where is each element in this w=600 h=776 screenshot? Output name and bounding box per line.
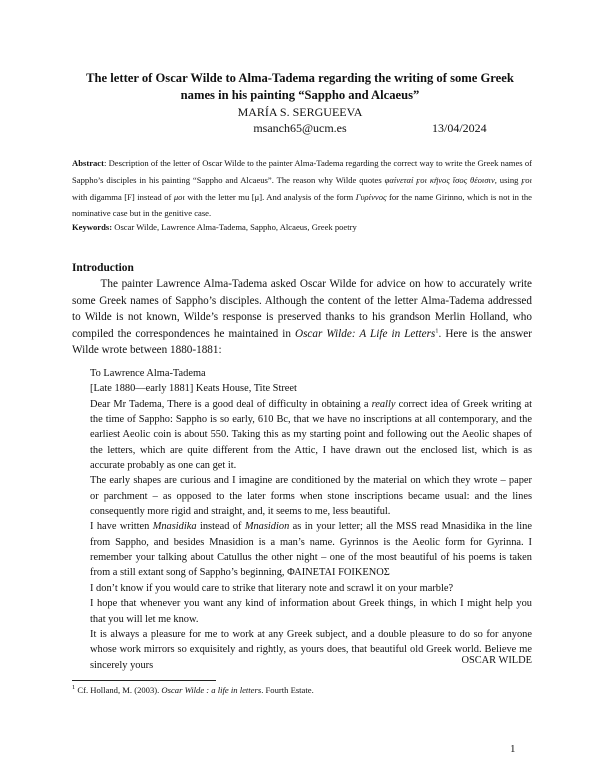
footnote-divider <box>72 680 216 681</box>
intro-book-title: Oscar Wilde: A Life in Letters <box>294 327 436 340</box>
quoted-letter <box>90 366 532 673</box>
footnote-text-b: . Fourth Estate. <box>261 685 314 695</box>
abstract-text-2: , using <box>494 174 522 185</box>
keywords <box>72 221 532 234</box>
title-line-1: The letter of Oscar Wilde to Alma-Tadema regarding the writing of some Greek <box>86 71 514 85</box>
abstract-greek-gyrinnos: Γυρίννος <box>355 191 387 202</box>
intro-text-2: . Here is the answer Wilde wrote between 1880-1881: <box>72 327 532 357</box>
footnote-reference[interactable]: 1 <box>435 327 439 335</box>
paper-title <box>60 70 540 104</box>
author-email: msanch65@ucm.es <box>253 121 347 135</box>
keywords-label: Keywords: <box>72 222 113 232</box>
abstract-text-5: for the name Girinno, which is not in the nominative case but in the genitive case. <box>72 191 532 219</box>
intro-text-1: The painter Lawrence Alma-Tadema asked Oscar Wilde for advice on how to accurately write some Greek names of Sappho’s disciples. Although the content of the letter Alma-Tadema addressed to Wilde is not known, Wilde’s response is preserved thanks to his grandson Merlin Holland, who compiled the correspondences he maintained in <box>72 278 532 340</box>
abstract-greek-moi: μοι <box>173 191 185 202</box>
letter-p3-mnasidika: Mnasidika <box>152 521 197 533</box>
letter-paragraph-5: I hope that whenever you want any kind of information about Greek things, in which I might help you that you will let me know. <box>90 598 532 625</box>
letter-paragraph-4: I don’t know if you would care to strike that literary note and scrawl it on your marble? <box>90 582 454 594</box>
letter-p3-b: instead of <box>196 521 245 533</box>
letter-paragraph-6: It is always a pleasure for me to work at any Greek subject, and a double pleasure to do so for anyone whose work mirrors so exquisitely and rightly, as yours does, that beautiful old Greek world. Believe me sincerely yours <box>90 628 532 671</box>
introduction-paragraph <box>72 276 532 359</box>
author-name: MARÍA S. SERGUEEVA <box>237 105 363 119</box>
abstract-text-4: with the letter mu [μ]. And analysis of the form <box>184 191 356 202</box>
abstract-text-3: with digamma [F] instead of <box>72 191 174 202</box>
abstract-greek-foi: ϝοι <box>521 174 532 185</box>
letter-paragraph-1 <box>90 397 532 474</box>
letter-p3-mnasidion: Mnasidion <box>244 521 290 533</box>
page-number: 1 <box>510 743 516 755</box>
letter-paragraph-2: The early shapes are curious and I imagine are conditioned by the material on which they wrote – paper or parchment – as opposed to the later forms when stone inscriptions became usual: and the lines consequently more rigid and straight, and, it seems to me, less beautiful. <box>90 475 532 518</box>
letter-signature: OSCAR WILDE <box>461 655 532 666</box>
letter-p3-c: as in your letter; all the MSS read Mnasidika in the line from Sappho, and besides Mnasidion is a man’s name. Gyrinnos is the Aeolic form for Gyrinna. I remember your talking about Catullus the other night – one of the most beautiful of his poems is taken from a still extant song of Sappho’s beginning, ΦΑΙΝΕΤΑΙ FOIKENOΣ <box>90 521 532 579</box>
abstract <box>72 155 532 222</box>
footnote-text-a: Cf. Holland, M. (2003). <box>75 685 162 695</box>
letter-p1-a: Dear Mr Tadema, There is a good deal of difficulty in obtaining a <box>90 398 372 410</box>
letter-p3-a: I have written <box>90 521 153 533</box>
footnote-title: Oscar Wilde : a life in letters <box>161 685 262 695</box>
letter-paragraph-3 <box>90 519 532 580</box>
abstract-label: Abstract <box>72 158 104 168</box>
title-line-2: names in his painting “Sappho and Alcaeus” <box>180 88 420 102</box>
abstract-text-1: : Description of the letter of Oscar Wilde to the painter Alma-Tadema regarding the correct way to write the Greek names of Sappho’s disciples in his painting “Sappho and Alcaeus”. The reason why Wilde quotes <box>72 158 532 185</box>
footnote <box>72 684 314 696</box>
letter-dateline: [Late 1880—early 1881] Keats House, Tite Street <box>90 383 297 395</box>
footnote-number: 1 <box>72 684 76 692</box>
letter-p1-b: correct idea of Greek writing at the time of Sappho: Sappho is so early, 610 Bc, that we have no inscriptions at all contemporary, and the earliest Aeolic coin is about 550. Taking this as my starting point and following out the Aeolic shapes of the letters, which are quite different from the Attic, I have drawn out the enclosed list, which is as accurate probably as one can get it. <box>90 398 532 472</box>
introduction-heading: Introduction <box>72 262 134 274</box>
publication-date: 13/04/2024 <box>432 121 487 135</box>
abstract-greek-quote: φαίνεταί ϝοι κῆνος ἴσος θέοισιν <box>384 174 495 185</box>
letter-p1-really: really <box>371 398 396 410</box>
keywords-text: Oscar Wilde, Lawrence Alma-Tadema, Sappho, Alcaeus, Greek poetry <box>112 222 357 232</box>
letter-addressee: To Lawrence Alma-Tadema <box>90 368 206 379</box>
